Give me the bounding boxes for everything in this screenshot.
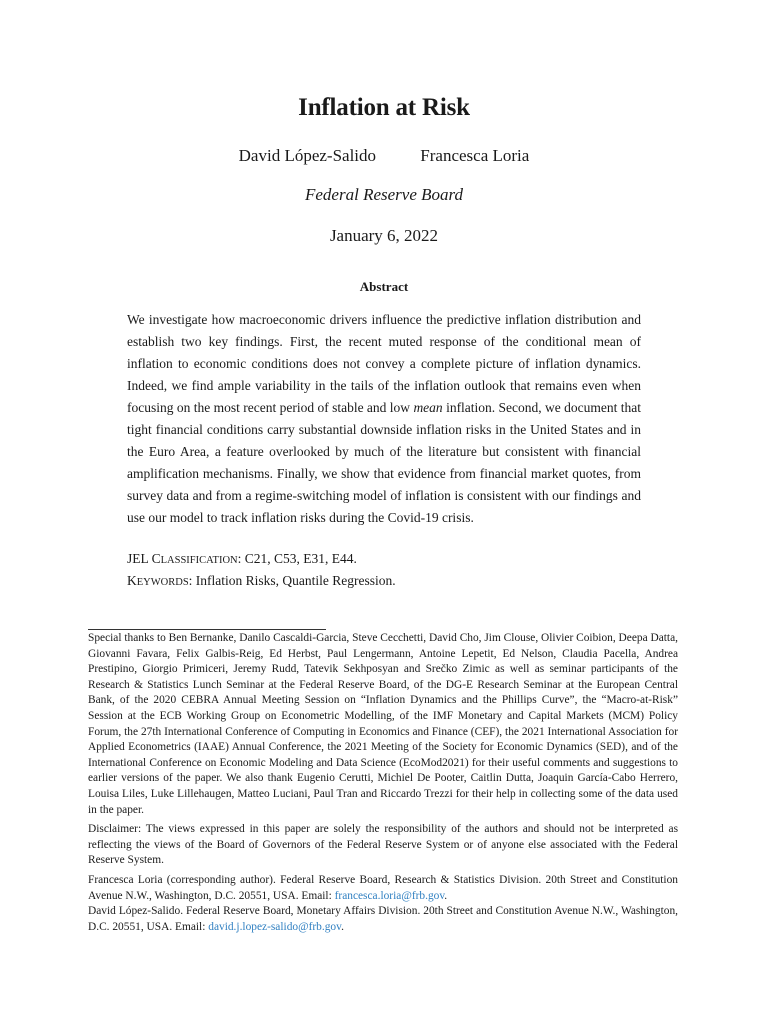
loria-contact: Francesca Loria (corresponding author). Federal Reserve Board, Research & Statistics Division. 20th Street and Constitution Avenue N.W., Washington, D.C. 20551, USA. Email: — [88, 873, 678, 902]
paper-date: January 6, 2022 — [329, 226, 439, 245]
author-affiliation: Federal Reserve Board — [305, 185, 463, 204]
corresponding-author-footnote — [88, 873, 678, 904]
abstract-body — [127, 309, 641, 529]
acknowledgements-footnote: Special thanks to Ben Bernanke, Danilo Cascaldi-Garcia, Steve Cecchetti, David Cho, Jim Clouse, Olivier Coibion, Deepa Datta, Giovanni Favara, Felix Galbis-Reig, Ed Herbst, Paul Lengermann, Antoine Lepetit, Ed Nelson, Claudia Pacella, Andrea Prestipino, Giorgio Primiceri, Jeremy Rudd, Tatevik Sekhposyan and Srečko Zimic as well as seminar participants of the Research & Statistics Lunch Seminar at the Federal Reserve Board, of the DG-E Research Seminar at the European Central Bank, of the 2020 CEBRA Annual Meeting Session on “Inflation Dynamics and the Phillips Curve”, the “Macro-at-Risk” Session at the ECB Working Group on Econometric Modelling, of the IMF Monetary and Capital Markets (MCM) Policy Forum, the 27th International Conference of Computing in Economics and Finance (CEF), the 2021 International Association for Applied Econometrics (IAAE) Annual Conference, the 2021 Meeting of the Society for Economic Dynamics (SED), and of the International Conference on Economic Modeling and Data Science (EcoMod2021) for their useful comments and suggestions to earlier versions of the paper. We also thank Eugenio Cerutti, Michiel De Pooter, Caitlin Dutta, Joaquin García-Cabo Herrero, Louisa Liles, Luke Lillehaugen, Matteo Luciani, Paul Tran and Riccardo Trezzi for their help in collecting some of the data used in the paper. — [88, 632, 678, 816]
lopez-contact: David López-Salido. Federal Reserve Board, Monetary Affairs Division. 20th Street and Constitution Avenue N.W., Washington, D.C. 20551, USA. Email: — [88, 905, 678, 933]
footnote-period: . — [341, 920, 344, 933]
paper-title: Inflation at Risk — [298, 94, 470, 121]
footnotes — [88, 631, 678, 939]
abstract-heading: Abstract — [359, 279, 409, 294]
jel-classification — [127, 548, 357, 572]
disclaimer-footnote: Disclaimer: The views expressed in this paper are solely the responsibility of the authors and should not be interpreted as reflecting the views of the Board of Governors of the Federal Reserve System or of anyone else associated with the Federal Reserve System. — [88, 823, 678, 867]
jel-label-smallcaps: LASSIFICATION — [160, 555, 238, 566]
keywords-label: K — [127, 573, 137, 588]
keywords-label-smallcaps: EYWORDS — [136, 577, 189, 588]
keywords — [127, 570, 396, 594]
lopez-email-link[interactable]: david.j.lopez-salido@frb.gov — [208, 920, 342, 933]
author-list — [0, 146, 768, 166]
jel-label: JEL C — [127, 551, 161, 566]
abstract-text: We investigate how macroeconomic drivers influence the predictive inflation distribution and establish two key findings. First, the recent muted response of the conditional mean of inflation to economic conditions does not convey a complete picture of inflation dynamics. Indeed, we find ample variability in the tails of the inflation outlook that remains even when focusing on the most recent period of stable and low — [127, 312, 641, 415]
footnote-period: . — [444, 889, 448, 902]
abstract-text: inflation. Second, we document that tight financial conditions carry substantial downside inflation risks in the United States and in the Euro Area, a feature overlooked by much of the literature but consistent with financial amplification mechanisms. Finally, we show that evidence from financial market quotes, from survey data and from a regime-switching model of inflation is consistent with our findings and use our model to track inflation risks during the Covid-19 crisis. — [127, 400, 642, 525]
author-name: David López-Salido — [238, 146, 377, 165]
abstract-emphasis: mean — [413, 400, 443, 415]
footnote-divider — [88, 629, 326, 630]
second-author-footnote — [88, 904, 678, 935]
author-name: Francesca Loria — [420, 146, 530, 165]
keywords-list: : Inflation Risks, Quantile Regression. — [188, 573, 396, 588]
jel-codes: : C21, C53, E31, E44. — [237, 551, 357, 566]
loria-email-link[interactable]: francesca.loria@frb.gov — [334, 889, 445, 902]
